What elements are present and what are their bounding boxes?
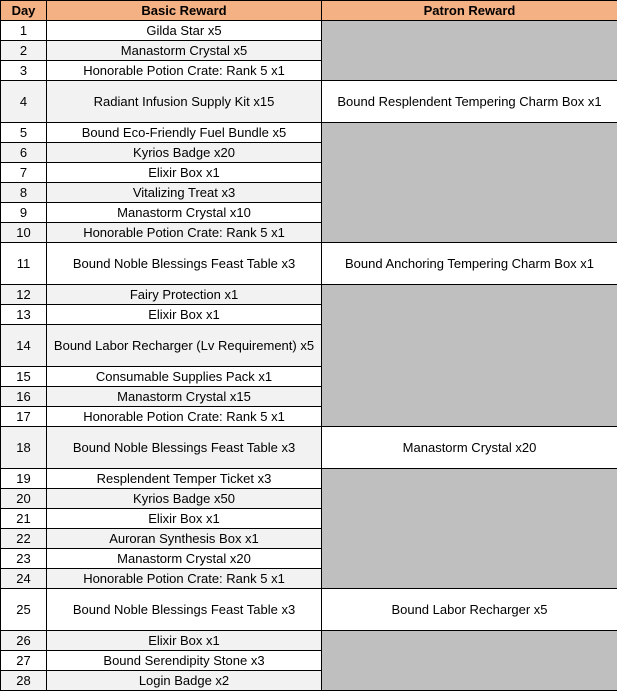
patron-empty-cell <box>322 469 617 589</box>
basic-reward-cell: Manastorm Crystal x10 <box>47 203 322 223</box>
day-cell: 17 <box>1 407 47 427</box>
patron-reward-cell: Manastorm Crystal x20 <box>322 427 617 469</box>
day-cell: 25 <box>1 589 47 631</box>
basic-reward-cell: Manastorm Crystal x20 <box>47 549 322 569</box>
day-cell: 5 <box>1 123 47 143</box>
day-cell: 24 <box>1 569 47 589</box>
basic-reward-cell: Consumable Supplies Pack x1 <box>47 367 322 387</box>
header-basic-reward: Basic Reward <box>47 1 322 21</box>
basic-reward-cell: Vitalizing Treat x3 <box>47 183 322 203</box>
day-cell: 15 <box>1 367 47 387</box>
day-cell: 22 <box>1 529 47 549</box>
day-cell: 1 <box>1 21 47 41</box>
patron-empty-cell <box>322 285 617 427</box>
header-day: Day <box>1 1 47 21</box>
day-cell: 2 <box>1 41 47 61</box>
header-row <box>1 1 617 21</box>
day-cell: 11 <box>1 243 47 285</box>
basic-reward-cell: Radiant Infusion Supply Kit x15 <box>47 81 322 123</box>
day-cell: 6 <box>1 143 47 163</box>
day-cell: 23 <box>1 549 47 569</box>
table-row <box>1 285 617 305</box>
basic-reward-cell: Bound Noble Blessings Feast Table x3 <box>47 589 322 631</box>
day-cell: 18 <box>1 427 47 469</box>
table-row <box>1 469 617 489</box>
table-row <box>1 243 617 285</box>
basic-reward-cell: Elixir Box x1 <box>47 509 322 529</box>
day-cell: 14 <box>1 325 47 367</box>
day-cell: 12 <box>1 285 47 305</box>
basic-reward-cell: Login Badge x2 <box>47 671 322 691</box>
header-patron-reward: Patron Reward <box>322 1 617 21</box>
day-cell: 20 <box>1 489 47 509</box>
patron-reward-cell: Bound Labor Recharger x5 <box>322 589 617 631</box>
day-cell: 28 <box>1 671 47 691</box>
basic-reward-cell: Gilda Star x5 <box>47 21 322 41</box>
basic-reward-cell: Elixir Box x1 <box>47 163 322 183</box>
basic-reward-cell: Kyrios Badge x20 <box>47 143 322 163</box>
basic-reward-cell: Elixir Box x1 <box>47 305 322 325</box>
basic-reward-cell: Elixir Box x1 <box>47 631 322 651</box>
basic-reward-cell: Manastorm Crystal x15 <box>47 387 322 407</box>
patron-empty-cell <box>322 21 617 81</box>
basic-reward-cell: Manastorm Crystal x5 <box>47 41 322 61</box>
patron-reward-cell: Bound Resplendent Tempering Charm Box x1 <box>322 81 617 123</box>
table-row <box>1 631 617 651</box>
table-row <box>1 81 617 123</box>
table-row <box>1 21 617 41</box>
day-cell: 21 <box>1 509 47 529</box>
day-cell: 3 <box>1 61 47 81</box>
table-row <box>1 123 617 143</box>
table-row <box>1 427 617 469</box>
basic-reward-cell: Honorable Potion Crate: Rank 5 x1 <box>47 569 322 589</box>
day-cell: 10 <box>1 223 47 243</box>
day-cell: 26 <box>1 631 47 651</box>
patron-empty-cell <box>322 631 617 691</box>
day-cell: 8 <box>1 183 47 203</box>
patron-reward-cell: Bound Anchoring Tempering Charm Box x1 <box>322 243 617 285</box>
basic-reward-cell: Bound Noble Blessings Feast Table x3 <box>47 427 322 469</box>
day-cell: 27 <box>1 651 47 671</box>
basic-reward-cell: Fairy Protection x1 <box>47 285 322 305</box>
basic-reward-cell: Bound Eco-Friendly Fuel Bundle x5 <box>47 123 322 143</box>
day-cell: 9 <box>1 203 47 223</box>
basic-reward-cell: Kyrios Badge x50 <box>47 489 322 509</box>
basic-reward-cell: Honorable Potion Crate: Rank 5 x1 <box>47 407 322 427</box>
basic-reward-cell: Honorable Potion Crate: Rank 5 x1 <box>47 223 322 243</box>
day-cell: 16 <box>1 387 47 407</box>
patron-empty-cell <box>322 123 617 243</box>
day-cell: 13 <box>1 305 47 325</box>
day-cell: 4 <box>1 81 47 123</box>
basic-reward-cell: Bound Labor Recharger (Lv Requirement) x5 <box>47 325 322 367</box>
basic-reward-cell: Resplendent Temper Ticket x3 <box>47 469 322 489</box>
table-row <box>1 589 617 631</box>
basic-reward-cell: Bound Noble Blessings Feast Table x3 <box>47 243 322 285</box>
day-cell: 7 <box>1 163 47 183</box>
day-cell: 19 <box>1 469 47 489</box>
basic-reward-cell: Bound Serendipity Stone x3 <box>47 651 322 671</box>
basic-reward-cell: Auroran Synthesis Box x1 <box>47 529 322 549</box>
basic-reward-cell: Honorable Potion Crate: Rank 5 x1 <box>47 61 322 81</box>
